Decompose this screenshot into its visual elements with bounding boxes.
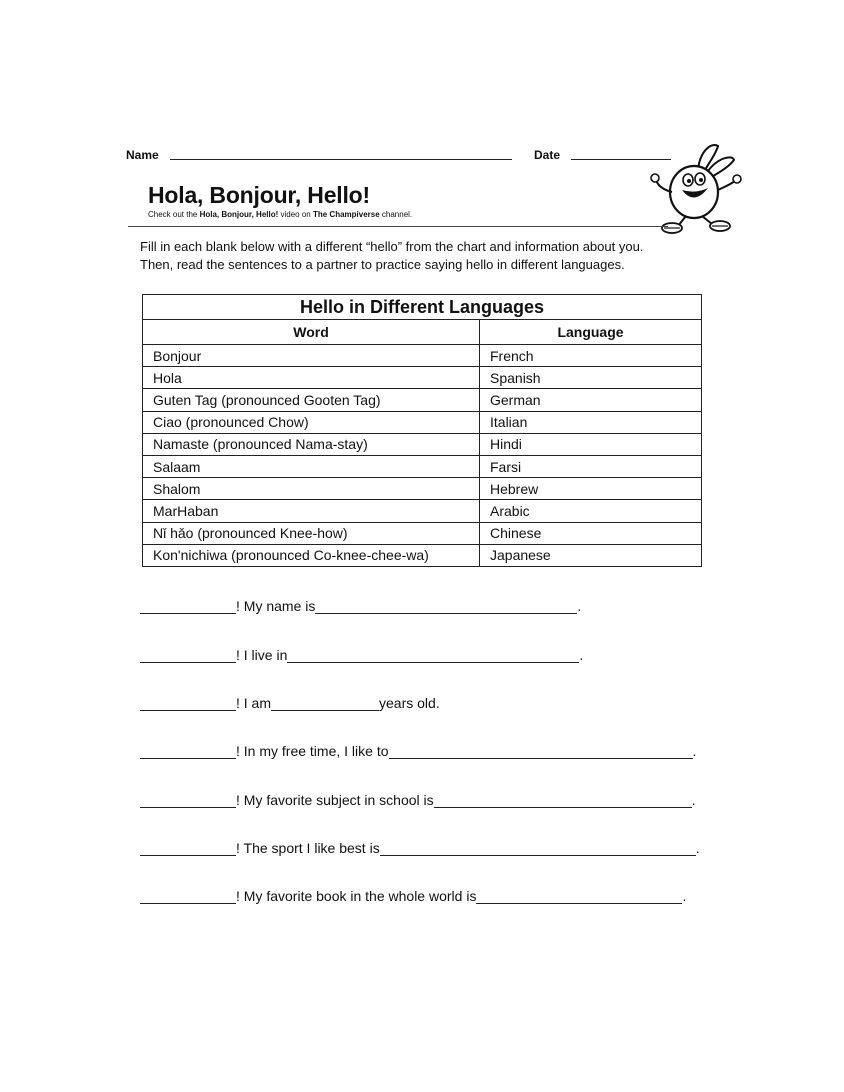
column-header-word: Word (143, 320, 480, 345)
table-row (143, 433, 702, 455)
instructions (140, 238, 720, 274)
answer-blank[interactable] (315, 599, 577, 614)
sentence-live (140, 647, 583, 663)
sentence-age (140, 695, 440, 711)
word-cell: Nǐ hǎo (pronounced Knee-how) (143, 522, 480, 544)
sentence-subject (140, 792, 696, 808)
sentence-name (140, 598, 581, 614)
sentence-free-time (140, 743, 696, 759)
table-row (143, 389, 702, 411)
subtitle-text: video on (278, 210, 313, 219)
sentence-book (140, 888, 686, 904)
title-divider (128, 226, 668, 227)
name-field[interactable] (170, 159, 512, 160)
hello-blank[interactable] (140, 841, 236, 856)
word-cell: Namaste (pronounced Nama-stay) (143, 433, 480, 455)
word-cell: Bonjour (143, 345, 480, 367)
subtitle-video-name: Hola, Bonjour, Hello! (199, 210, 279, 219)
subtitle-text: Check out the (148, 210, 200, 219)
answer-blank[interactable] (380, 841, 696, 856)
language-cell: French (480, 345, 702, 367)
sentence-end: . (695, 840, 700, 856)
answer-blank[interactable] (476, 889, 682, 904)
word-cell: Ciao (pronounced Chow) (143, 411, 480, 433)
table-row (143, 500, 702, 522)
sentence-end: . (577, 598, 582, 614)
language-cell: Hindi (480, 433, 702, 455)
sentence-end: . (692, 743, 697, 759)
sentence-sport (140, 840, 700, 856)
language-cell: Japanese (480, 544, 702, 566)
language-cell: Spanish (480, 367, 702, 389)
sentence-text: ! I am (236, 695, 272, 711)
word-cell: Hola (143, 367, 480, 389)
table-row (143, 367, 702, 389)
language-cell: Chinese (480, 522, 702, 544)
table-caption: Hello in Different Languages (143, 295, 702, 320)
answer-blank[interactable] (389, 744, 693, 759)
sentence-end: . (691, 792, 696, 808)
language-cell: Farsi (480, 455, 702, 477)
subtitle-channel-name: The Champiverse (312, 210, 380, 219)
word-cell: Kon'nichiwa (pronounced Co-knee-chee-wa) (143, 544, 480, 566)
language-cell: Arabic (480, 500, 702, 522)
hello-blank[interactable] (140, 696, 236, 711)
sentence-text: ! The sport I like best is (236, 840, 380, 856)
sentence-text: ! My favorite subject in school is (236, 792, 434, 808)
hello-blank[interactable] (140, 889, 236, 904)
sentence-end: years old. (379, 695, 440, 711)
mascot-illustration (646, 140, 742, 240)
table-row (143, 478, 702, 500)
word-cell: Shalom (143, 478, 480, 500)
word-cell: MarHaban (143, 500, 480, 522)
hello-blank[interactable] (140, 793, 236, 808)
instructions-line-2: Then, read the sentences to a partner to practice saying hello in different languages. (140, 257, 625, 272)
table-row (143, 345, 702, 367)
table-row (143, 522, 702, 544)
subtitle-text: channel. (379, 210, 413, 219)
language-cell: Italian (480, 411, 702, 433)
table-row (143, 411, 702, 433)
hello-languages-table (142, 294, 702, 567)
subtitle (148, 210, 412, 219)
hello-blank[interactable] (140, 599, 236, 614)
answer-blank[interactable] (287, 648, 579, 663)
word-cell: Salaam (143, 455, 480, 477)
sentence-text: ! My favorite book in the whole world is (236, 888, 477, 904)
language-cell: Hebrew (480, 478, 702, 500)
hello-blank[interactable] (140, 648, 236, 663)
sentence-end: . (682, 888, 687, 904)
date-label: Date (534, 148, 561, 162)
sentence-text: ! In my free time, I like to (236, 743, 389, 759)
page-title: Hola, Bonjour, Hello! (148, 182, 370, 208)
answer-blank[interactable] (271, 696, 379, 711)
sentence-text: ! My name is (236, 598, 316, 614)
answer-blank[interactable] (434, 793, 692, 808)
sentence-text: ! I live in (236, 647, 288, 663)
table-row (143, 455, 702, 477)
hello-blank[interactable] (140, 744, 236, 759)
instructions-line-1: Fill in each blank below with a different “hello” from the chart and information about you. (140, 239, 644, 254)
sentence-end: . (579, 647, 584, 663)
word-cell: Guten Tag (pronounced Gooten Tag) (143, 389, 480, 411)
column-header-language: Language (480, 320, 702, 345)
table-row (143, 544, 702, 566)
name-label: Name (126, 148, 159, 162)
language-cell: German (480, 389, 702, 411)
